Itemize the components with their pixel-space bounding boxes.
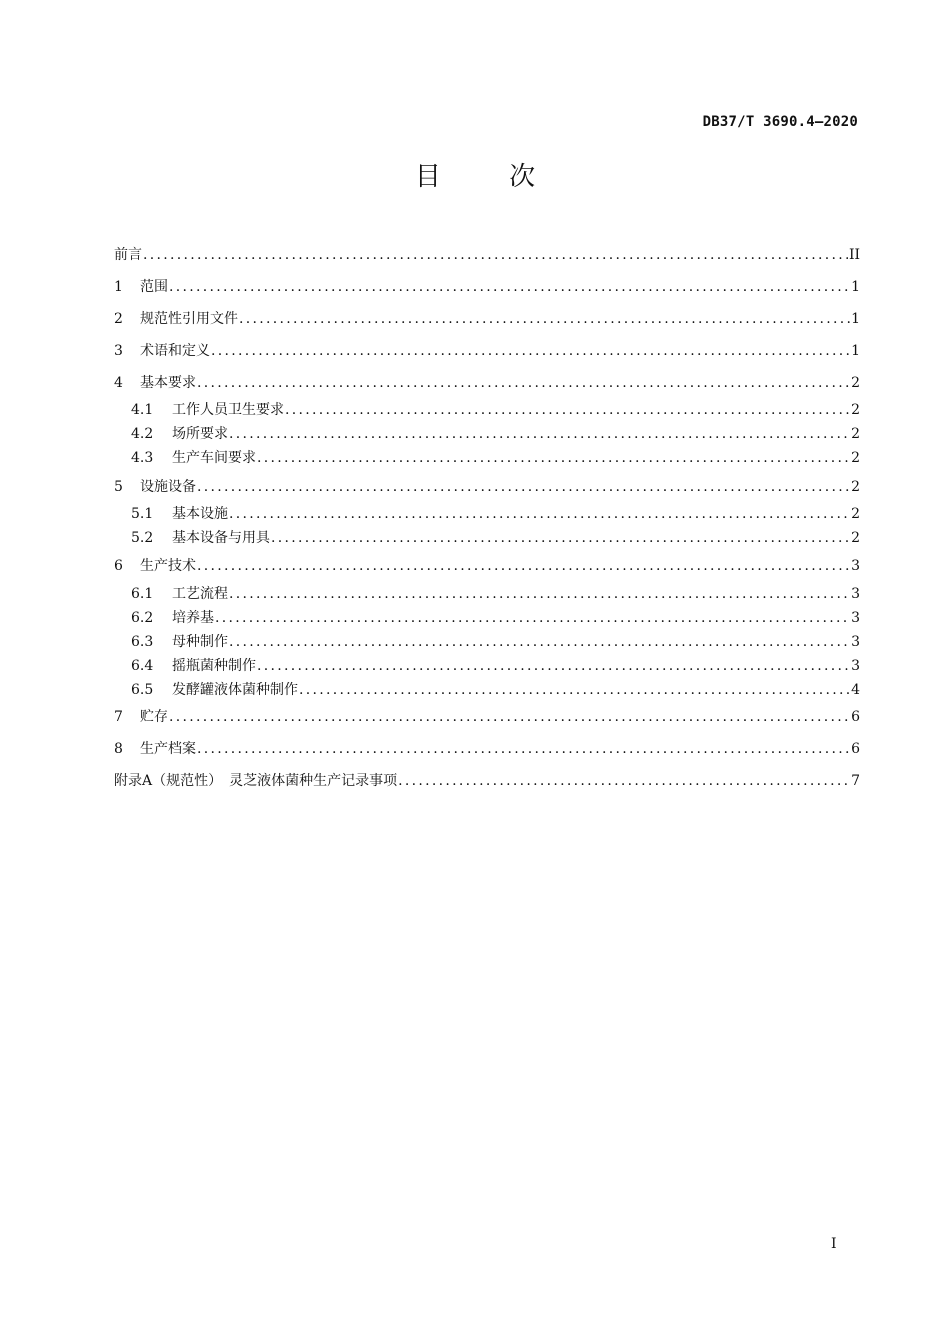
- toc-leader-dots: [211, 341, 850, 361]
- toc-entry-page: 2: [851, 450, 860, 466]
- page-title: 目 次: [414, 162, 566, 192]
- toc-entry-label: 生产车间要求: [172, 450, 256, 466]
- toc-leader-dots: [143, 245, 848, 265]
- toc-entry-page: 2: [851, 479, 860, 495]
- toc-entry-label: 贮存: [140, 709, 168, 725]
- toc-leader-dots: [197, 477, 850, 497]
- toc-entry-number: 3: [114, 343, 123, 359]
- toc-leader-dots: [257, 448, 850, 468]
- toc-entry-number: 2: [114, 311, 123, 327]
- toc-entry-page: 1: [851, 279, 860, 295]
- toc-leader-dots: [169, 277, 850, 297]
- toc-leader-dots: [299, 680, 850, 700]
- toc-entry-page: 7: [851, 773, 860, 789]
- toc-entry-label: 附录A（规范性） 灵芝液体菌种生产记录事项: [114, 773, 398, 789]
- toc-entry-label: 基本要求: [140, 375, 196, 391]
- toc-entry[interactable]: [114, 477, 860, 497]
- toc-entry-label: 设施设备: [140, 479, 196, 495]
- toc-entry[interactable]: [114, 556, 860, 576]
- toc-entry-page: 3: [851, 586, 860, 602]
- toc-entry-number: 6.5: [131, 682, 154, 698]
- page-number: I: [831, 1236, 837, 1252]
- toc-leader-dots: [215, 608, 850, 628]
- toc-entry-label: 生产档案: [140, 741, 196, 757]
- toc-entry-page: 4: [851, 682, 860, 698]
- toc-entry[interactable]: [131, 504, 860, 524]
- toc-entry-number: 5.1: [131, 506, 154, 522]
- toc-entry-label: 工艺流程: [172, 586, 228, 602]
- toc-entry-number: 4.1: [131, 402, 154, 418]
- toc-leader-dots: [197, 556, 850, 576]
- toc-entry-number: 8: [114, 741, 123, 757]
- toc-entry-number: 6.3: [131, 634, 154, 650]
- toc-entry[interactable]: [131, 584, 860, 604]
- toc-leader-dots: [229, 632, 850, 652]
- toc-entry[interactable]: [114, 341, 860, 361]
- toc-entry-number: 4.2: [131, 426, 154, 442]
- standard-code: DB37/T 3690.4—2020: [702, 114, 858, 130]
- toc-entry[interactable]: [131, 656, 860, 676]
- toc-entry-number: 7: [114, 709, 123, 725]
- toc-leader-dots: [239, 309, 850, 329]
- toc-entry-page: 2: [851, 530, 860, 546]
- toc-entry-label: 工作人员卫生要求: [172, 402, 284, 418]
- toc-leader-dots: [229, 424, 850, 444]
- toc-entry-page: 2: [851, 402, 860, 418]
- toc-entry[interactable]: [131, 424, 860, 444]
- toc-entry-label: 场所要求: [172, 426, 228, 442]
- toc-entry-number: 1: [114, 279, 123, 295]
- toc-entry[interactable]: [131, 608, 860, 628]
- toc-entry-label: 范围: [140, 279, 168, 295]
- toc-leader-dots: [398, 771, 850, 791]
- toc-entry[interactable]: [114, 277, 860, 297]
- toc-leader-dots: [285, 400, 850, 420]
- toc-entry[interactable]: [114, 707, 860, 727]
- toc-entry[interactable]: [114, 373, 860, 393]
- toc-entry-page: 3: [851, 558, 860, 574]
- toc-entry-number: 6.1: [131, 586, 154, 602]
- toc-entry-page: 3: [851, 634, 860, 650]
- toc-leader-dots: [257, 656, 850, 676]
- toc-entry-number: 6.4: [131, 658, 154, 674]
- toc-entry[interactable]: [114, 739, 860, 759]
- toc-entry-label: 基本设施: [172, 506, 228, 522]
- toc-entry-page: 2: [851, 375, 860, 391]
- toc-entry-number: 6: [114, 558, 123, 574]
- toc-leader-dots: [229, 584, 850, 604]
- toc-entry[interactable]: [114, 309, 860, 329]
- toc-entry-page: 2: [851, 506, 860, 522]
- toc-entry-label: 母种制作: [172, 634, 228, 650]
- toc-entry-page: 6: [851, 709, 860, 725]
- toc-entry-label: 基本设备与用具: [172, 530, 270, 546]
- toc-entry-number: 5.2: [131, 530, 154, 546]
- toc-entry-page: 3: [851, 658, 860, 674]
- toc-entry-label: 前言: [114, 247, 142, 263]
- toc-entry-label: 生产技术: [140, 558, 196, 574]
- toc-entry-label: 规范性引用文件: [140, 311, 238, 327]
- toc-entry-label: 培养基: [172, 610, 214, 626]
- toc-entry-page: 1: [851, 311, 860, 327]
- toc-entry-page: 3: [851, 610, 860, 626]
- toc-entry-page: II: [848, 247, 860, 263]
- toc-leader-dots: [229, 504, 850, 524]
- toc-entry-page: 2: [851, 426, 860, 442]
- toc-entry[interactable]: [114, 245, 860, 265]
- toc-entry-label: 术语和定义: [140, 343, 210, 359]
- toc-leader-dots: [197, 739, 850, 759]
- toc-entry-page: 1: [851, 343, 860, 359]
- toc-entry-number: 5: [114, 479, 123, 495]
- toc-leader-dots: [197, 373, 850, 393]
- toc-entry-number: 4: [114, 375, 123, 391]
- toc-leader-dots: [169, 707, 850, 727]
- toc-entry-page: 6: [851, 741, 860, 757]
- toc-leader-dots: [271, 528, 850, 548]
- toc-entry-number: 4.3: [131, 450, 154, 466]
- toc-entry[interactable]: [131, 632, 860, 652]
- toc-entry-label: 摇瓶菌种制作: [172, 658, 256, 674]
- toc-entry[interactable]: [131, 400, 860, 420]
- toc-entry[interactable]: [131, 680, 860, 700]
- toc-entry[interactable]: [114, 771, 860, 791]
- toc-entry[interactable]: [131, 448, 860, 468]
- toc-entry-number: 6.2: [131, 610, 154, 626]
- toc-entry[interactable]: [131, 528, 860, 548]
- toc-entry-label: 发酵罐液体菌种制作: [172, 682, 298, 698]
